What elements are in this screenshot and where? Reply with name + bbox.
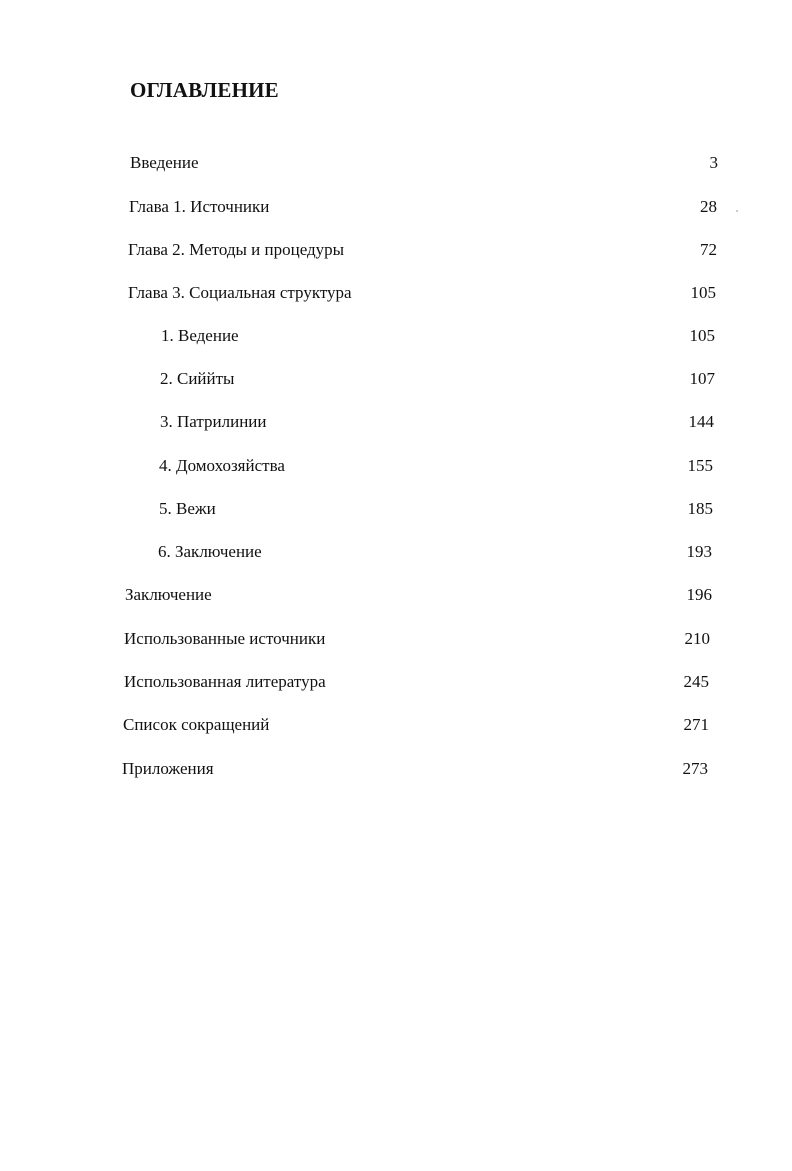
toc-entry-page: 210 <box>684 629 710 648</box>
toc-subentry <box>159 497 715 521</box>
toc-entry-label: Глава 1. Источники <box>129 197 270 216</box>
toc-entry <box>125 583 715 607</box>
scan-speck <box>736 210 738 212</box>
toc-entry-page: 72 <box>700 240 717 259</box>
toc-entry-page: 185 <box>687 499 713 518</box>
toc-entry-page: 271 <box>683 715 709 734</box>
toc-entry-label: Список сокращений <box>123 715 270 734</box>
toc-entry-label: Глава 2. Методы и процедуры <box>128 240 345 259</box>
toc-entry-page: 245 <box>683 672 709 691</box>
toc-entry-page: 155 <box>687 456 713 475</box>
toc-entry-page: 105 <box>689 326 715 345</box>
toc-entry-page: 3 <box>709 153 718 172</box>
page-title: ОГЛАВЛЕНИЕ <box>130 78 279 102</box>
toc-entry-label: Введение <box>130 153 199 172</box>
toc-entry-page: 193 <box>686 542 712 561</box>
toc-entry-page: 105 <box>690 283 716 302</box>
toc-entry-page: 28 <box>700 197 717 216</box>
toc-subentry <box>158 540 714 564</box>
toc-entry-page: 107 <box>689 369 715 388</box>
toc-entry <box>124 670 714 694</box>
toc-entry-label: 2. Сиййты <box>160 369 235 388</box>
toc-entry-label: 5. Вежи <box>159 499 216 518</box>
toc-entry-label: Заключение <box>125 585 212 604</box>
toc-entry-label: 6. Заключение <box>158 542 262 561</box>
toc-entry-label: Использованные источники <box>124 629 326 648</box>
toc-entry-page: 196 <box>686 585 712 604</box>
toc-subentry <box>160 367 716 391</box>
toc-entry-label: 4. Домохозяйства <box>159 456 285 475</box>
toc-entry-label: 3. Патрилинии <box>160 412 267 431</box>
toc-entry-page: 144 <box>688 412 714 431</box>
toc-entry <box>129 195 719 219</box>
toc-entry-label: Использованная литература <box>124 672 326 691</box>
toc-entry <box>124 627 714 651</box>
toc-entry <box>128 238 718 262</box>
toc-entry <box>130 151 720 175</box>
toc-entry-label: 1. Ведение <box>161 326 239 345</box>
toc-entry <box>122 757 712 781</box>
toc-entry-label: Приложения <box>122 759 214 778</box>
toc-entry <box>123 713 713 737</box>
toc-entry-label: Глава 3. Социальная структура <box>128 283 352 302</box>
toc-entry-page: 273 <box>682 759 708 778</box>
toc-subentry <box>161 324 717 348</box>
toc-subentry <box>159 454 715 478</box>
toc-subentry <box>160 410 716 434</box>
toc-entry <box>128 281 718 305</box>
